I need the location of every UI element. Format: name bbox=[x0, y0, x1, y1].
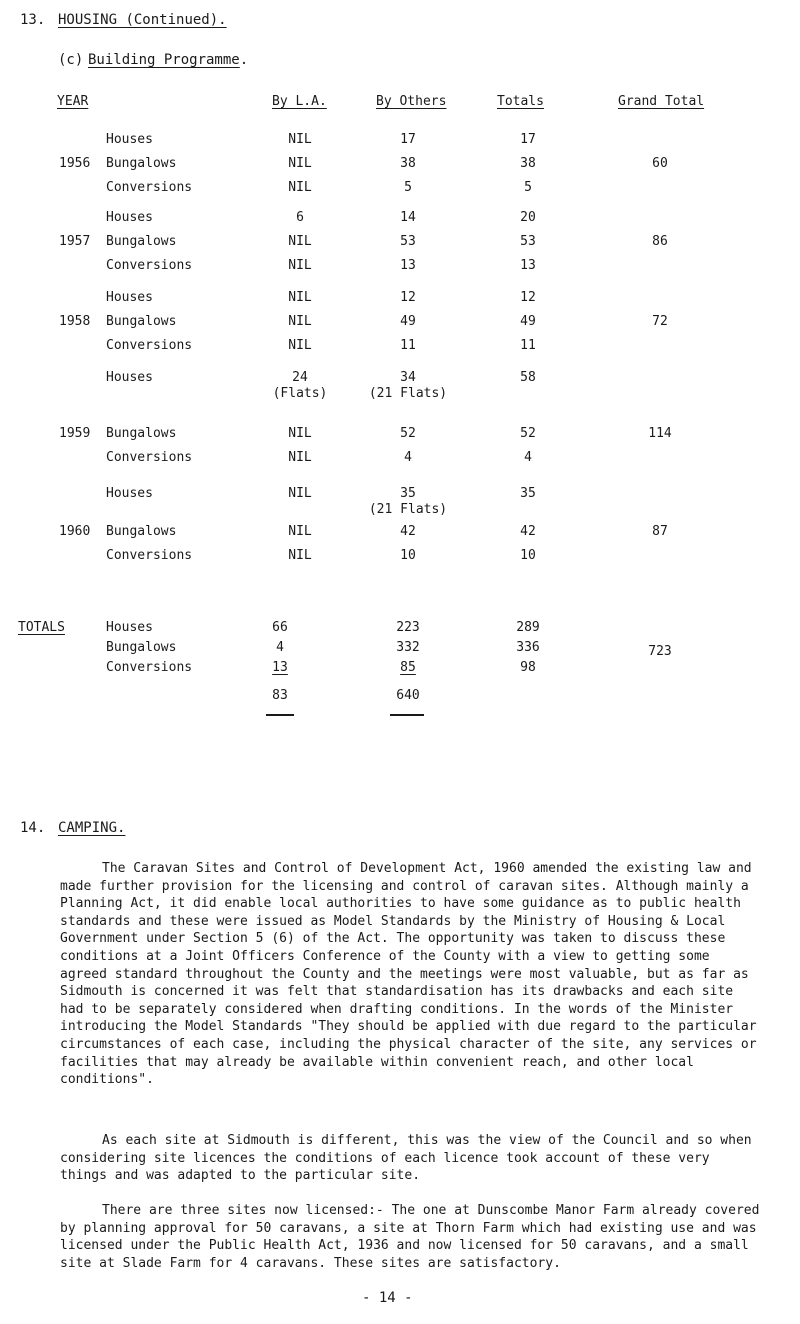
totals-value: 53 bbox=[520, 234, 536, 249]
totals-value: 12 bbox=[520, 290, 536, 305]
row-type-label: Bungalows bbox=[106, 314, 177, 329]
year-label: 1958 bbox=[59, 314, 91, 329]
by-others-value: 53 bbox=[400, 234, 416, 249]
by-la-value: NIL bbox=[288, 156, 312, 171]
year-label: 1956 bbox=[59, 156, 91, 171]
totals-value: 38 bbox=[520, 156, 536, 171]
by-others-value: 17 bbox=[400, 132, 416, 147]
section-title-text: HOUSING bbox=[58, 12, 118, 28]
by-others-value: 5 bbox=[404, 180, 412, 195]
row-type-label: Bungalows bbox=[106, 234, 177, 249]
by-others-value: 11 bbox=[400, 338, 416, 353]
by-others-value: 34 bbox=[400, 370, 416, 385]
totals-value: 11 bbox=[520, 338, 536, 353]
grand-total-value: 72 bbox=[652, 314, 668, 329]
by-la-value: NIL bbox=[288, 486, 312, 501]
subsection-title-suffix: . bbox=[239, 52, 249, 68]
totals-by-la: 66 bbox=[272, 620, 288, 635]
totals-value: 4 bbox=[524, 450, 532, 465]
totals-value: 17 bbox=[520, 132, 536, 147]
by-la-value: NIL bbox=[288, 290, 312, 305]
section-title bbox=[58, 12, 227, 28]
totals-label: TOTALS bbox=[18, 620, 65, 635]
totals-totals: 98 bbox=[520, 660, 536, 675]
by-la-value: NIL bbox=[288, 132, 312, 147]
row-type-label: Houses bbox=[106, 132, 153, 147]
camping-paragraph-2: As each site at Sidmouth is different, this was the view of the Council and so when considering site licences the conditions of each licence took account of these very things and was adapted to the particular site. bbox=[60, 1133, 752, 1184]
by-la-value: NIL bbox=[288, 426, 312, 441]
totals-value: 52 bbox=[520, 426, 536, 441]
camping-paragraph-3: There are three sites now licensed:- The one at Dunscombe Manor Farm already covered by planning approval for 50 caravans, a site at Thorn Farm which had existing use and was licensed under the Public Health Act, 1936 and now licensed for 50 caravans, and a small site at Slade Farm for 4 caravans. These sites are satisfactory. bbox=[60, 1203, 760, 1271]
totals-value: 49 bbox=[520, 314, 536, 329]
subsection-title-text: Building Programme bbox=[88, 52, 240, 68]
by-others-value: 13 bbox=[400, 258, 416, 273]
by-others-value: 52 bbox=[400, 426, 416, 441]
row-type-label: Houses bbox=[106, 486, 153, 501]
totals-value: 13 bbox=[520, 258, 536, 273]
by-la-value: 24 bbox=[292, 370, 308, 385]
grand-total-value: 60 bbox=[652, 156, 668, 171]
by-la-value: NIL bbox=[288, 180, 312, 195]
totals-value: 10 bbox=[520, 548, 536, 563]
totals-row-type: Conversions bbox=[106, 660, 193, 675]
year-label: 1960 bbox=[59, 524, 91, 539]
page-number: - 14 - bbox=[362, 1290, 413, 1306]
camping-title: CAMPING. bbox=[58, 820, 126, 836]
totals-by-others: 332 bbox=[396, 640, 420, 655]
grand-total-value: 114 bbox=[648, 426, 672, 441]
by-la-note: (Flats) bbox=[272, 386, 328, 401]
grand-total-value: 86 bbox=[652, 234, 668, 249]
by-la-value: NIL bbox=[288, 450, 312, 465]
sum-underline bbox=[266, 714, 294, 716]
by-la-value: NIL bbox=[288, 314, 312, 329]
by-la-value: NIL bbox=[288, 524, 312, 539]
row-type-label: Conversions bbox=[106, 450, 193, 465]
totals-totals: 289 bbox=[516, 620, 540, 635]
by-others-value: 42 bbox=[400, 524, 416, 539]
header-by-others: By Others bbox=[376, 94, 447, 109]
header-totals: Totals bbox=[497, 94, 544, 109]
subsection-label: (c) bbox=[58, 52, 84, 68]
by-others-value: 38 bbox=[400, 156, 416, 171]
by-others-value: 14 bbox=[400, 210, 416, 225]
row-type-label: Conversions bbox=[106, 180, 193, 195]
row-type-label: Conversions bbox=[106, 548, 193, 563]
totals-row-type: Bungalows bbox=[106, 640, 177, 655]
row-type-label: Houses bbox=[106, 370, 153, 385]
totals-value: 5 bbox=[524, 180, 532, 195]
by-others-note: (21 Flats) bbox=[368, 502, 448, 517]
year-label: 1959 bbox=[59, 426, 91, 441]
by-la-value: NIL bbox=[288, 338, 312, 353]
section-number: 13. bbox=[20, 12, 46, 28]
row-type-label: Bungalows bbox=[106, 524, 177, 539]
camping-paragraph-1: The Caravan Sites and Control of Development Act, 1960 amended the existing law and made further provision for the licensing and control of caravan sites. Although mainly a Planning Act, it did enable local authorities to have some guidance as to public health standards and these were issued as Model Standards by the Ministry of Housing & Local Government under Section 5 (6) of the Act. The opportunity was taken to discuss these conditions at a Joint Officers Conference of the County with a view to getting some agreed standard throughout the County and the meetings were most valuable, but as far as Sidmouth is concerned it was felt that standardisation has its drawbacks and each site had to be separately considered when drafting conditions. In the words of the Minister introducing the Model Standards "They should be applied with due regard to the particular circumstances of each case, including the physical character of the site, any services or facilities that may already be available within convenient reach, and other local conditions". bbox=[60, 861, 757, 1088]
by-la-value: NIL bbox=[288, 234, 312, 249]
sum-underline bbox=[390, 714, 424, 716]
header-by-la: By L.A. bbox=[272, 94, 327, 109]
totals-grand-total: 723 bbox=[648, 644, 672, 659]
by-others-value: 4 bbox=[404, 450, 412, 465]
by-la-value: 6 bbox=[296, 210, 304, 225]
totals-value: 20 bbox=[520, 210, 536, 225]
by-others-value: 10 bbox=[400, 548, 416, 563]
by-la-value: NIL bbox=[288, 548, 312, 563]
row-type-label: Houses bbox=[106, 210, 153, 225]
totals-by-la: 13 bbox=[272, 660, 288, 675]
totals-totals: 336 bbox=[516, 640, 540, 655]
row-type-label: Conversions bbox=[106, 338, 193, 353]
totals-row-type: Houses bbox=[106, 620, 153, 635]
grand-total-value: 87 bbox=[652, 524, 668, 539]
by-others-value: 35 bbox=[400, 486, 416, 501]
by-la-value: NIL bbox=[288, 258, 312, 273]
row-type-label: Bungalows bbox=[106, 156, 177, 171]
totals-value: 35 bbox=[520, 486, 536, 501]
totals-value: 58 bbox=[520, 370, 536, 385]
totals-by-others: 223 bbox=[396, 620, 420, 635]
totals-by-others: 85 bbox=[400, 660, 416, 675]
by-others-note: (21 Flats) bbox=[368, 386, 448, 401]
subsection-title bbox=[88, 52, 248, 68]
row-type-label: Bungalows bbox=[106, 426, 177, 441]
header-year: YEAR bbox=[57, 94, 89, 109]
row-type-label: Houses bbox=[106, 290, 153, 305]
section-title-suffix: (Continued). bbox=[117, 12, 227, 28]
header-grand-total: Grand Total bbox=[618, 94, 705, 109]
camping-number: 14. bbox=[20, 820, 46, 836]
by-others-value: 49 bbox=[400, 314, 416, 329]
year-label: 1957 bbox=[59, 234, 91, 249]
by-others-value: 12 bbox=[400, 290, 416, 305]
row-type-label: Conversions bbox=[106, 258, 193, 273]
sum-by-others: 640 bbox=[396, 688, 420, 703]
sum-by-la: 83 bbox=[272, 688, 288, 703]
totals-value: 42 bbox=[520, 524, 536, 539]
totals-by-la: 4 bbox=[276, 640, 284, 655]
